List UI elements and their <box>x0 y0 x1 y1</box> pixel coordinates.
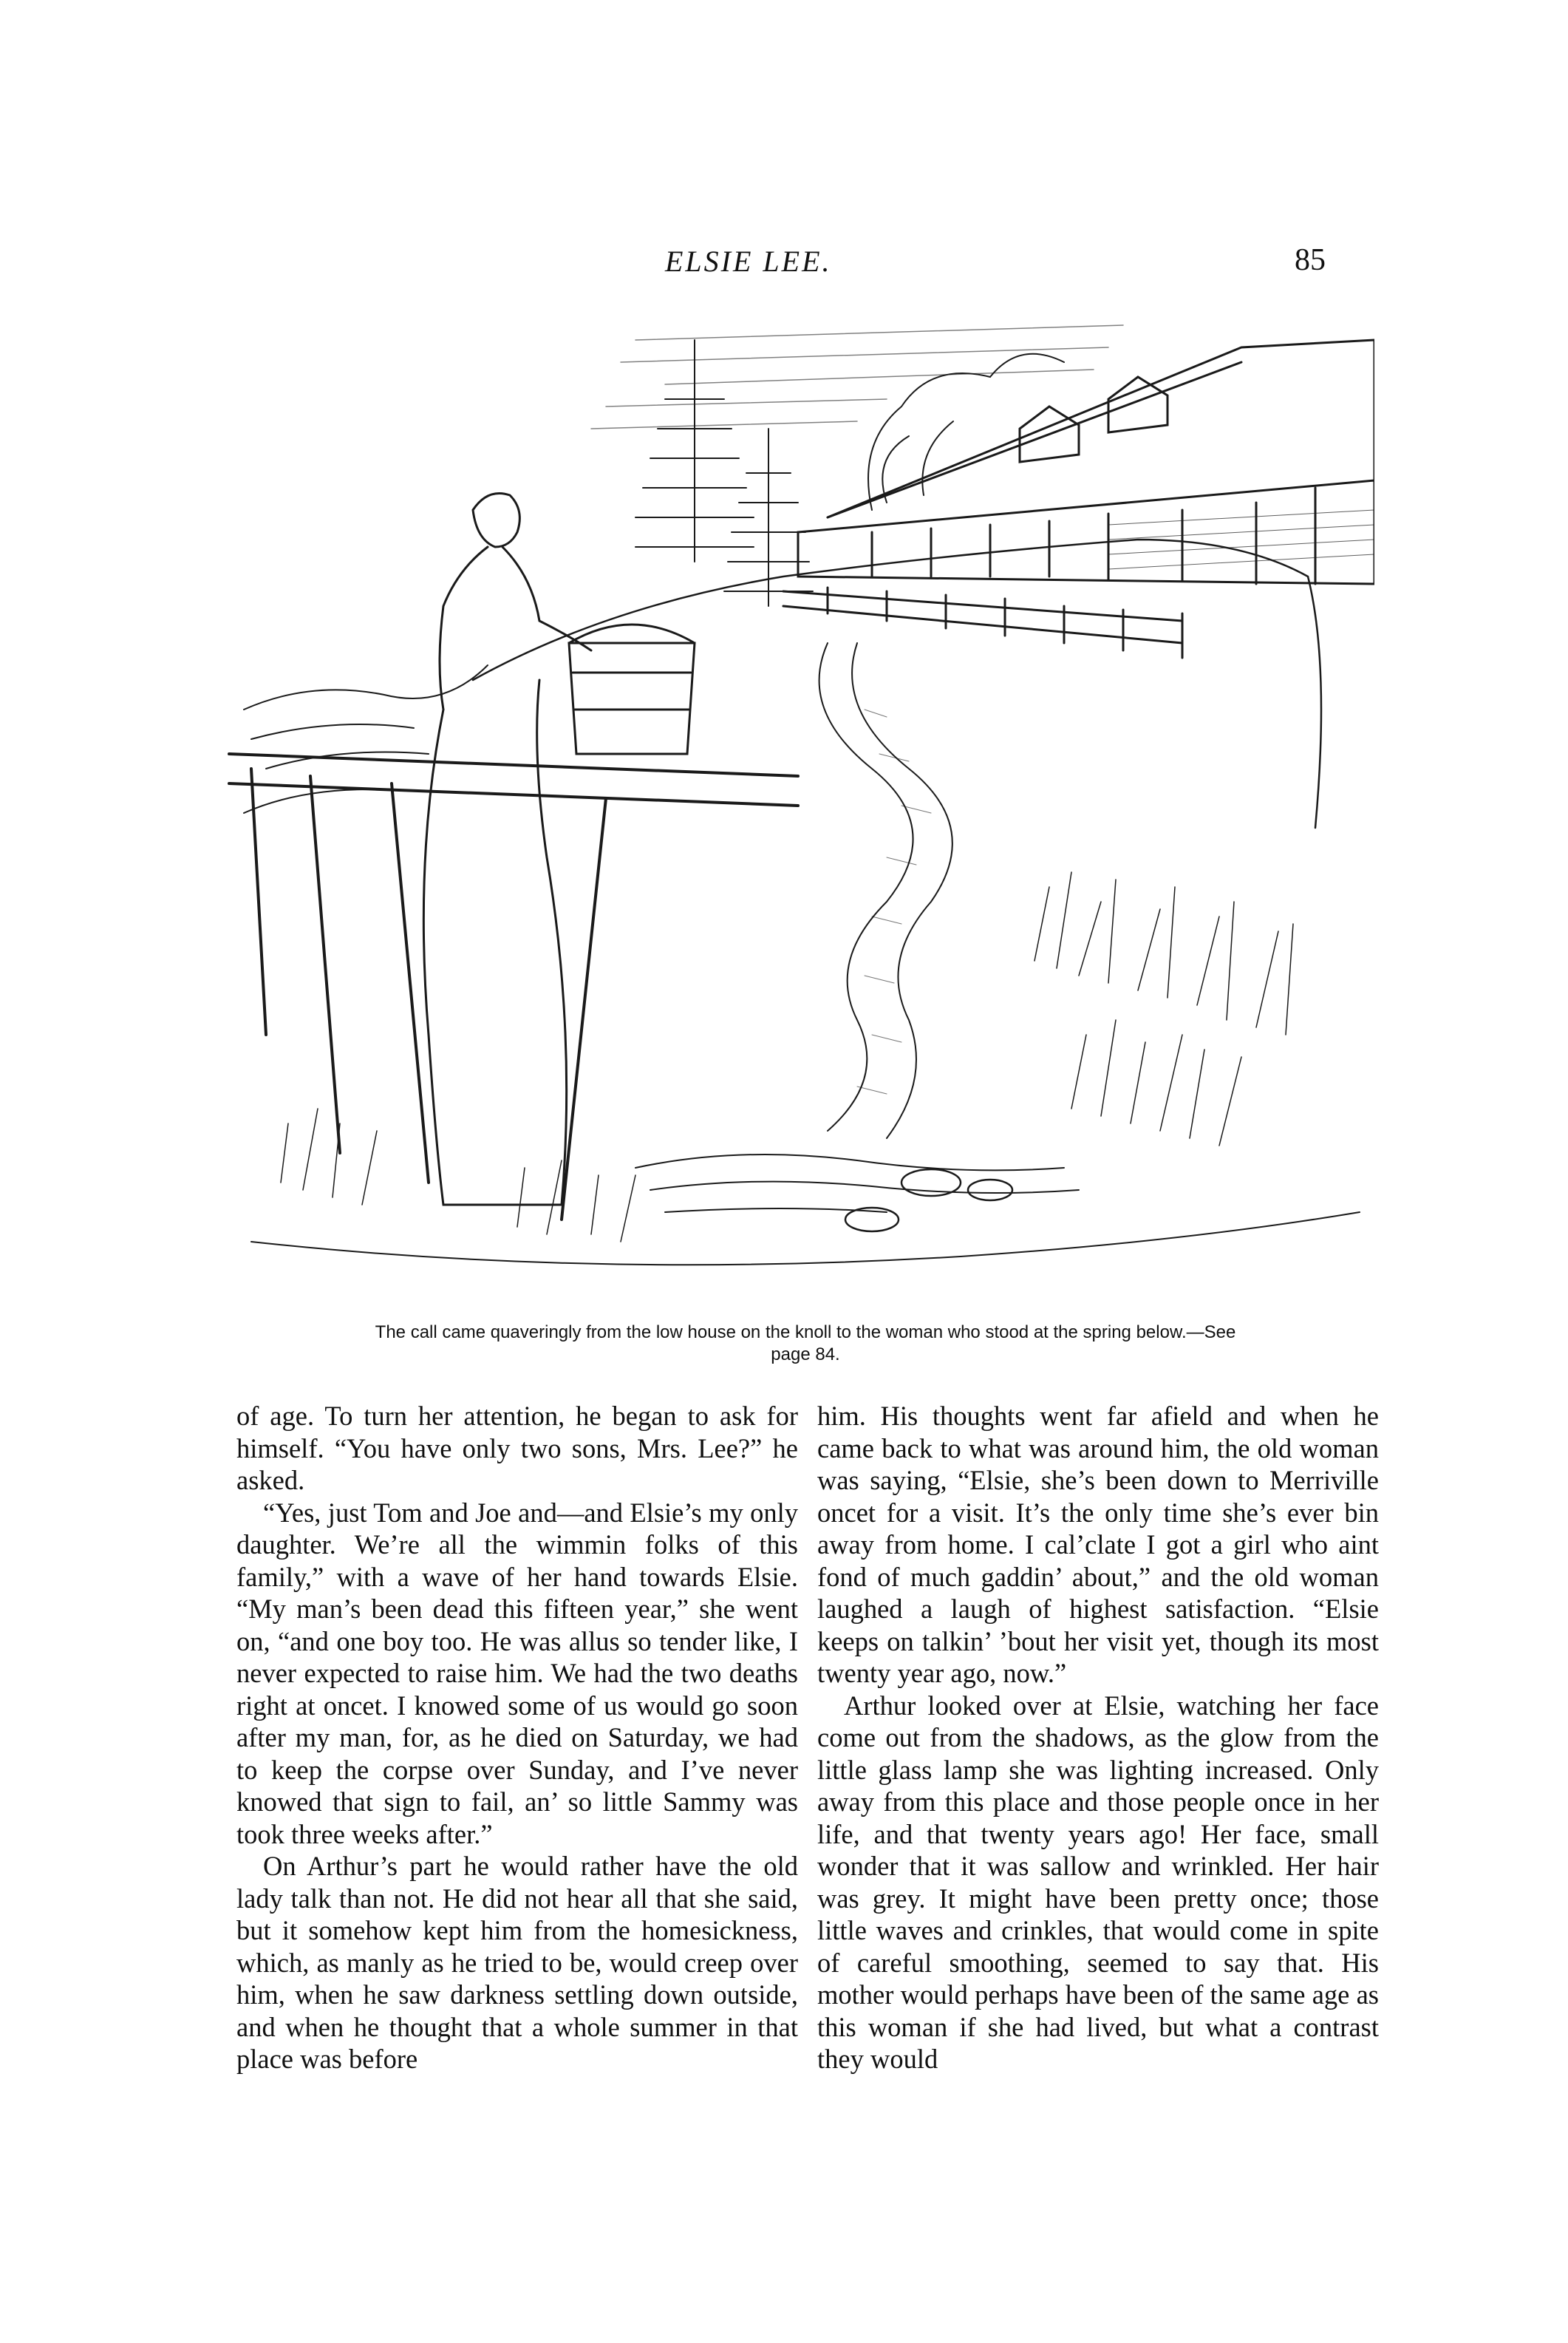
paragraph: “Yes, just Tom and Joe and—and Elsie’s my only daughter. We’re all the wimmin folks of this family,” with a wave of her hand towards Elsie. “My man’s been dead this fifteen year,” she went on, “and one boy too. He was allus so tender like, I never expected to raise him. We had the two deaths right at oncet. I knowed some of us would go soon after my man, for, as he died on Saturday, we had to keep the corpse over Sunday, and I’ve never knowed that sign to fail, an’ so little Sammy was took three weeks after.” <box>236 1497 798 1849</box>
knoll-outline <box>473 540 1321 828</box>
engraving-illustration <box>222 296 1374 1316</box>
spring-stream <box>635 1155 1079 1212</box>
ground-line <box>251 1212 1360 1265</box>
path-texture <box>857 710 931 1094</box>
paragraph: On Arthur’s part he would rather have the old lady talk than not. He did not hear all that she said, but it somehow kept him from the homesickness, which, as manly as he tried to be, would creep over him, when he saw darkness settling down outside, and when he thought that a whole summer in that place was before <box>236 1851 798 2074</box>
paragraph: Arthur looked over at Elsie, watching her face come out from the shadows, as the glow from the little glass lamp she was lighting increased. Only away from this place and those people once in her life, and that twenty years ago! Her face, small wonder that it was sallow and wrinkled. Her hair was grey. It might have been pretty once; those little waves and crinkles, that would come in spite of careful smoothing, seemed to say that. His mother would perhaps have been of the same age as this woman if she had lived, but what a contrast they would <box>817 1690 1379 2074</box>
sky-hatching <box>591 325 1123 429</box>
paragraph: of age. To turn her attention, he began to ask for himself. “You have only two sons, Mrs. Lee?” he asked. <box>236 1401 798 1495</box>
paragraph: him. His thoughts went far afield and when he came back to what was around him, the old woman was saying, “Elsie, she’s been down to Merriville oncet for a visit. It’s the only time she’s ever bin away from home. I cal’clate I got a girl who aint fond of much gaddin’ about,” and the old woman laughed a laugh of highest satisfaction. “Elsie keeps on talkin’ ’bout her visit yet, though its most twenty year ago, now.” <box>817 1401 1379 1688</box>
page-number: 85 <box>1295 243 1326 277</box>
ridge-fence <box>783 588 1182 658</box>
wooden-bucket <box>569 625 695 754</box>
woman-figure <box>423 494 591 1205</box>
illustration-caption: The call came quaveringly from the low house on the knoll to the woman who stood at the spring below.—See page 84. <box>375 1322 1236 1364</box>
left-column <box>236 1400 798 2075</box>
foreground-grass <box>281 1109 635 1242</box>
stones <box>845 1169 1012 1231</box>
running-title: ELSIE LEE. <box>665 245 832 278</box>
winding-path <box>819 643 952 1138</box>
right-column <box>817 1400 1379 2075</box>
tall-grass <box>1034 872 1293 1146</box>
foreground-fence <box>229 754 798 1220</box>
